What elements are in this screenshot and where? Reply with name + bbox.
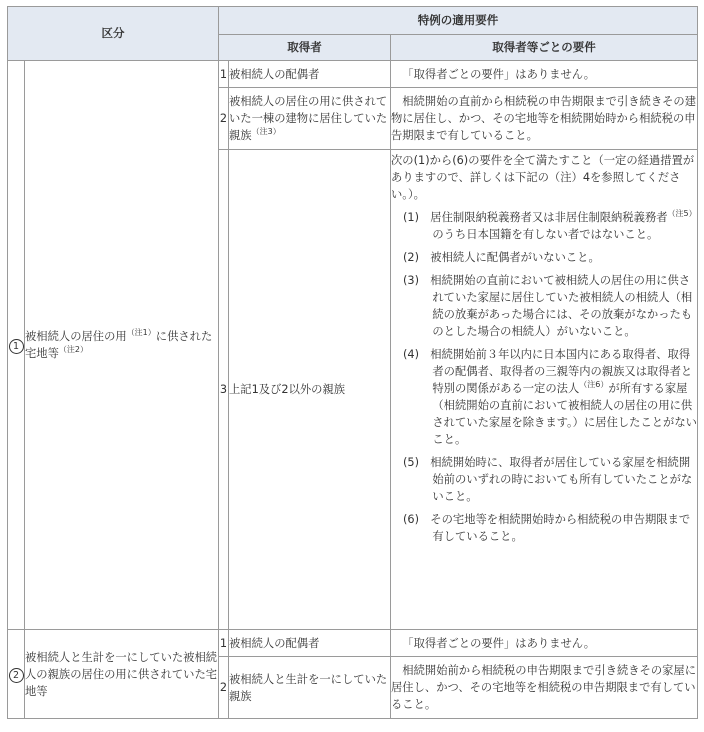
requirement-intro: 次の(1)から(6)の要件を全て満たすこと（一定の経過措置がありますので、詳しくは下記の（注）4を参照してください。）。 (391, 154, 695, 201)
condition-item: (2) 被相続人に配偶者がいないこと。 (403, 251, 600, 264)
acquirer-cell: 上記1及び2以外の親族 (229, 150, 391, 630)
note-ref: （注3） (251, 127, 281, 136)
header-special-requirements: 特例の適用要件 (219, 7, 698, 35)
requirement-cell: 「取得者ごとの要件」はありません。 (391, 61, 698, 88)
condition-item: (3) 相続開始の直前において被相続人の居住の用に供されていた家屋に居住していた被相続人の相続人（相続の放棄があった場合には、その放棄がなかったものとした場合の相続人）がいないこと。 (403, 274, 693, 338)
section-1-number: 1 (8, 61, 25, 630)
header-acquirer-requirements: 取得者等ごとの要件 (391, 35, 698, 61)
acquirer-cell: 被相続人の配偶者 (229, 630, 391, 657)
condition-item: (4) 相続開始前３年以内に日本国内にある取得者、取得者の配偶者、取得者の三親等内の親族又は取得者と特別の関係がある一定の法人$^{(注6)}$が所有する家屋（相続開始の直前において被相続人の居住の用に供されていた家屋を除きます。）に居住したことがないこと。 (403, 348, 697, 446)
row-index: 2 (219, 657, 229, 719)
row-index: 1 (219, 630, 229, 657)
section-2-number: 2 (8, 630, 25, 719)
row-index: 3 (219, 150, 229, 630)
requirements-table (7, 6, 698, 719)
header-category: 区分 (8, 7, 219, 61)
note-ref: （注2） (58, 345, 88, 354)
requirement-cell: 相続開始の直前から相続税の申告期限まで引き続きその建物に居住し、かつ、その宅地等を相続開始時から相続税の申告期限まで有していること。 (391, 88, 698, 150)
requirement-cell: 相続開始前から相続税の申告期限まで引き続きその家屋に居住し、かつ、その宅地等を相続税の申告期限まで有していること。 (391, 657, 698, 719)
table-row (8, 630, 698, 657)
section-1-label: 被相続人の居住の用$^{(注1)}$に供された宅地等$^{(注2)}$ (25, 61, 219, 630)
acquirer-cell: 被相続人の居住の用に供されていた一棟の建物に居住していた親族$^{(注3)}$ (229, 88, 391, 150)
section-2-label: 被相続人と生計を一にしていた被相続人の親族の居住の用に供されていた宅地等 (25, 630, 219, 719)
note-ref: （注1） (126, 328, 156, 337)
condition-item: (6) その宅地等を相続開始時から相続税の申告期限まで有していること。 (403, 513, 691, 543)
condition-item: (5) 相続開始時に、取得者が居住している家屋を相続開始前のいずれの時においても所有していたことがないこと。 (403, 456, 693, 503)
note-ref: （注5） (667, 209, 697, 218)
requirement-cell: 「取得者ごとの要件」はありません。 (391, 630, 698, 657)
requirement-cell (391, 150, 698, 630)
table-row (8, 61, 698, 88)
note-ref: （注6） (579, 380, 609, 389)
row-index: 1 (219, 61, 229, 88)
acquirer-cell: 被相続人の配偶者 (229, 61, 391, 88)
acquirer-cell: 被相続人と生計を一にしていた親族 (229, 657, 391, 719)
condition-item: (1) 居住制限納税義務者又は非居住制限納税義務者$^{(注5)}$のうち日本国籍を有しない者ではないこと。 (403, 209, 697, 241)
header-acquirer: 取得者 (219, 35, 391, 61)
row-index: 2 (219, 88, 229, 150)
